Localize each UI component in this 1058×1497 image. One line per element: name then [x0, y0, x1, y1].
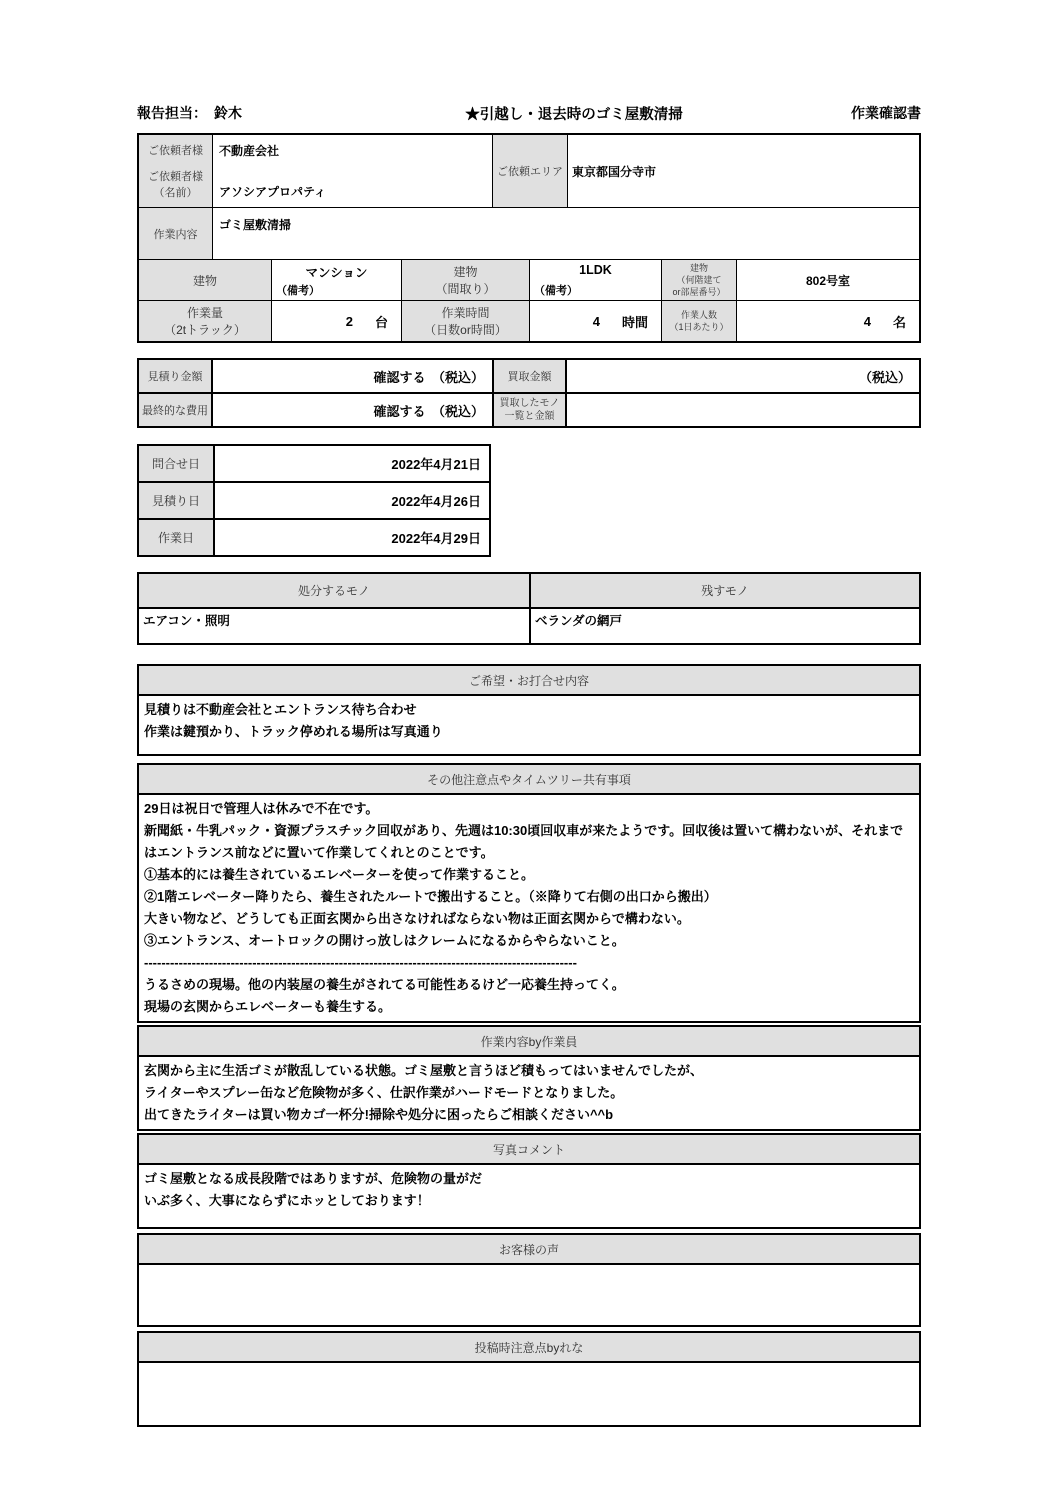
final-cost-row	[139, 394, 919, 426]
building-label: 建物	[192, 273, 217, 288]
time-value-cell	[530, 301, 662, 341]
room-value-cell	[737, 260, 919, 300]
area-label: ご依頼エリア	[497, 166, 563, 178]
requester-name-value: アソシアプロパティ	[219, 185, 327, 199]
doc-type-label: 作業確認書	[851, 105, 921, 121]
content-line: ----------------------------------------------------------------------------------------------------	[144, 955, 577, 970]
keep-value-cell	[531, 609, 919, 643]
section-posting-notes	[137, 1331, 921, 1427]
area-label-cell	[493, 135, 568, 207]
client-info-table	[137, 133, 921, 343]
final-value-cell	[213, 394, 494, 426]
money-table	[137, 358, 921, 428]
work-value-cell	[213, 208, 919, 259]
area-value-cell	[568, 135, 919, 207]
estimate-date-label-cell: 見積り日	[139, 483, 215, 518]
purchased-list-label-cell: 買取したモノ 一覧と金額	[494, 394, 567, 426]
report-person-label: 報告担当： 鈴木	[137, 105, 242, 121]
final-value: 確認する （税込）	[373, 403, 484, 419]
work-date-label-cell: 作業日	[139, 520, 215, 555]
content-line: ゴミ屋敷となる成長段階ではありますが、危険物の量がだ	[144, 1171, 483, 1186]
requester-value: 不動産会社	[219, 144, 280, 158]
items-table	[137, 572, 921, 645]
purchase-label-cell	[494, 360, 567, 392]
staff-unit: 名	[892, 314, 906, 330]
dispose-header: 処分するモノ	[298, 584, 370, 598]
time-unit: 時間	[621, 314, 648, 330]
requester-value-cell	[213, 135, 493, 207]
content-line: 現場の玄関からエレベーターも養生する。	[144, 999, 392, 1014]
document-title: ★引越し・退去時のゴミ屋敷清掃	[465, 106, 683, 123]
content-line: ②1階エレベーター降りたら、養生されたルートで搬出すること。（※降りて右側の出口から搬出）	[144, 889, 717, 904]
content-line: 大きい物など、どうしても正面玄関から出さなければならない物は正面玄関からで構わない。	[144, 911, 690, 926]
keep-value: ベランダの網戸	[535, 614, 623, 628]
estimate-label: 見積り金額	[147, 371, 203, 383]
time-value: 4	[592, 313, 600, 329]
estimate-value-cell	[213, 360, 494, 392]
dispose-value-cell	[139, 609, 531, 643]
section-photo-comment-title: 写真コメント	[139, 1135, 919, 1165]
keep-header-cell	[531, 574, 919, 607]
purchase-value-cell	[567, 360, 919, 392]
estimate-date-value-cell: 2022年4月26日	[391, 494, 481, 509]
requester-name-label: ご依頼者様 （名前）	[148, 171, 203, 199]
section-work-by-staff	[137, 1025, 921, 1131]
work-date-row	[139, 520, 489, 555]
section-work-by-staff-title: 作業内容by作業員	[139, 1027, 919, 1057]
content-line: 見積りは不動産会社とエントランス待ち合わせ	[144, 702, 417, 717]
estimate-row	[139, 360, 919, 394]
section-photo-comment-body	[139, 1165, 919, 1227]
dispose-header-cell	[139, 574, 531, 607]
estimate-label-cell	[139, 360, 213, 392]
volume-value-cell	[272, 301, 402, 341]
final-label-cell	[139, 394, 213, 426]
section-customer-voice-body	[139, 1265, 919, 1325]
estimate-value: 確認する （税込）	[373, 369, 484, 385]
volume-label-cell: 作業量 （2tトラック）	[139, 301, 272, 341]
building-note: （備考）	[276, 285, 320, 297]
section-customer-voice	[137, 1233, 921, 1327]
final-label: 最終的な費用	[142, 405, 208, 417]
section-posting-notes-title: 投稿時注意点byれな	[139, 1333, 919, 1363]
section-posting-notes-body	[139, 1363, 919, 1425]
building-value: マンション	[305, 266, 368, 280]
content-line: ライターやスプレー缶など危険物が多く、仕訳作業がハードモードとなりました。	[144, 1085, 624, 1100]
purchase-value: （税込）	[858, 369, 911, 385]
work-label: 作業内容	[153, 228, 198, 241]
section-customer-voice-title: お客様の声	[139, 1235, 919, 1265]
section-wishes-body	[139, 696, 919, 754]
building-row	[139, 260, 919, 301]
work-value: ゴミ屋敷清掃	[219, 218, 292, 232]
items-value-row	[139, 609, 919, 643]
section-other-notes-title: その他注意点やタイムツリー共有事項	[139, 765, 919, 795]
content-line: ①基本的には養生されているエレベーターを使って作業すること。	[144, 867, 535, 882]
content-line: いぶ多く、大事にならずにホッとしております！	[144, 1193, 430, 1208]
staff-value: 4	[863, 313, 871, 329]
requester-label-cell	[139, 135, 213, 207]
floor-label-cell: 建物 （何階建て or部屋番号）	[662, 260, 737, 300]
work-content-row	[139, 208, 919, 260]
layout-value: 1LDK	[579, 263, 612, 277]
items-header-row	[139, 574, 919, 609]
section-other-notes-body	[139, 795, 919, 1021]
building-label-cell	[139, 260, 272, 300]
keep-header: 残すモノ	[701, 584, 749, 598]
dates-table	[137, 444, 491, 557]
requester-label: ご依頼者様	[148, 145, 203, 157]
section-wishes-title: ご希望・お打合せ内容	[139, 666, 919, 696]
work-confirmation-document	[137, 100, 921, 1427]
time-label-cell: 作業時間 （日数or時間）	[402, 301, 530, 341]
area-value: 東京都国分寺市	[572, 164, 657, 179]
building-value-cell	[272, 260, 402, 300]
content-line: 新聞紙・牛乳パック・資源プラスチック回収があり、先週は10:30頃回収車が来たようです。回収後は置いて構わないが、それまではエントランス前などに置いて作業してくれとのことです。	[144, 823, 904, 860]
staff-value-cell	[737, 301, 919, 341]
content-line: 作業は鍵預かり、トラック停めれる場所は写真通り	[144, 724, 443, 739]
work-label-cell	[139, 208, 213, 259]
content-line: ③エントランス、オートロックの開けっ放しはクレームになるからやらないこと。	[144, 933, 625, 948]
estimate-date-row	[139, 483, 489, 520]
inquiry-date-label-cell: 問合せ日	[139, 446, 215, 481]
layout-label-cell: 建物 （間取り）	[402, 260, 530, 300]
dispose-value: エアコン・照明	[143, 614, 230, 628]
content-line: 玄関から主に生活ゴミが散乱している状態。ゴミ屋敷と言うほど積もってはいませんでしたが、	[144, 1063, 704, 1078]
work-date-value-cell: 2022年4月29日	[391, 531, 481, 546]
section-other-notes	[137, 763, 921, 1023]
inquiry-date-value-cell: 2022年4月21日	[391, 457, 481, 472]
inquiry-date-row	[139, 446, 489, 483]
requester-row	[139, 135, 919, 208]
purchase-label: 買取金額	[507, 371, 552, 383]
layout-value-cell	[530, 260, 662, 300]
volume-unit: 台	[374, 314, 388, 330]
purchased-list-value-cell	[567, 394, 919, 426]
layout-note: （備考）	[534, 285, 578, 297]
document-header	[137, 100, 921, 126]
content-line: 29日は祝日で管理人は休みで不在です。	[144, 801, 379, 816]
section-wishes	[137, 664, 921, 756]
work-volume-row	[139, 301, 919, 341]
section-photo-comment	[137, 1133, 921, 1229]
staff-label-cell: 作業人数 （1日あたり）	[662, 301, 737, 341]
volume-value: 2	[345, 313, 353, 329]
room-value: 802号室	[805, 273, 851, 288]
content-line: 出てきたライターは買い物カゴ一杯分!掃除や処分に困ったらご相談ください^^b	[144, 1107, 614, 1122]
section-work-by-staff-body	[139, 1057, 919, 1129]
content-line: うるさめの現場。他の内装屋の養生がされてる可能性あるけど一応養生持ってく。	[144, 977, 625, 992]
